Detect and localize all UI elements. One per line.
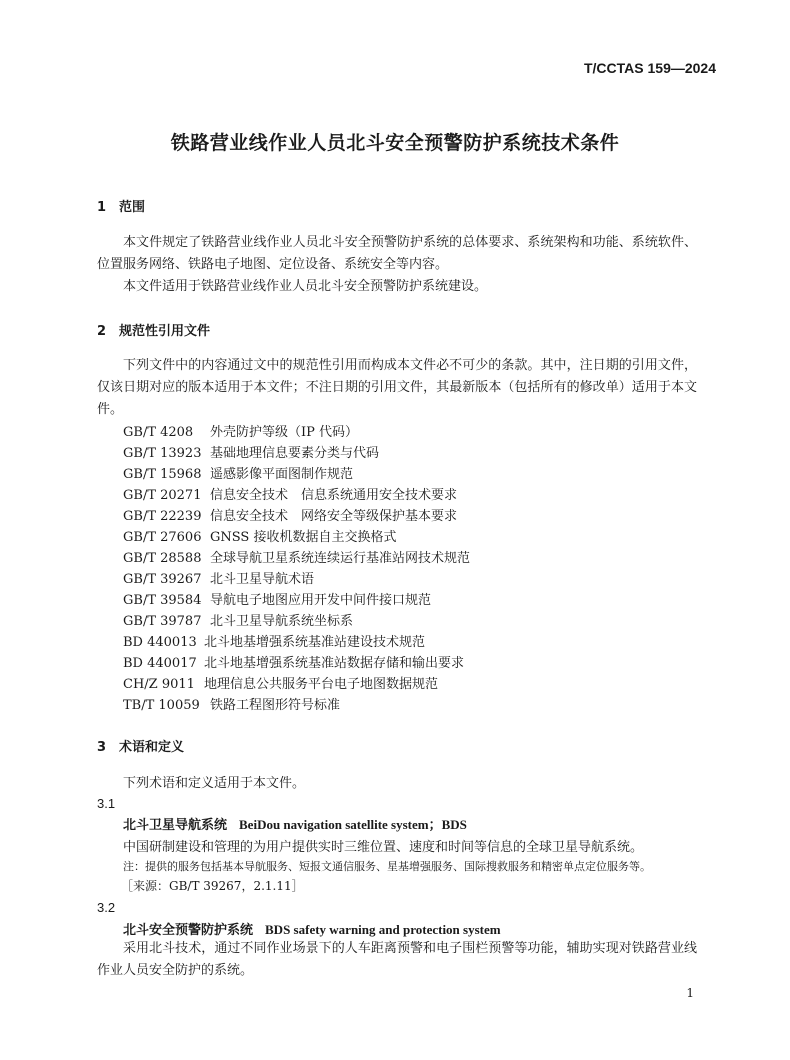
term-name-cn: 北斗安全预警防护系统 — [123, 923, 254, 938]
reference-code: TB/T 10059 — [123, 698, 200, 713]
reference-item — [123, 505, 457, 524]
term-definition: 中国研制建设和管理的为用户提供实时三维位置、速度和时间等信息的全球卫星导航系统。 — [123, 840, 644, 855]
section-3-heading — [97, 736, 184, 755]
reference-item — [123, 421, 358, 440]
term-number: 3.1 — [97, 796, 116, 811]
reference-title: 信息安全技术 信息系统通用安全技术要求 — [210, 488, 458, 503]
references-intro: 下列文件中的内容通过文中的规范性引用而构成本文件必不可少的条款。其中，注日期的引用文件，仅该日期对应的版本适用于本文件；不注日期的引用文件，其最新版本（包括所有的修改单）适用于本文件。 — [97, 358, 697, 417]
reference-title: 北斗地基增强系统基准站建设技术规范 — [204, 635, 426, 650]
reference-code: BD 440017 — [123, 656, 197, 671]
reference-item — [123, 673, 438, 692]
reference-code: GB/T 15968 — [123, 467, 202, 482]
reference-title: 地理信息公共服务平台电子地图数据规范 — [204, 677, 439, 692]
document-title: 铁路营业线作业人员北斗安全预警防护系统技术条件 — [170, 132, 620, 154]
reference-code: CH/Z 9011 — [123, 677, 195, 692]
term-name-en: BDS safety warning and protection system — [265, 922, 501, 937]
scope-paragraph-1: 本文件规定了铁路营业线作业人员北斗安全预警防护系统的总体要求、系统架构和功能、系统软件、位置服务网络、铁路电子地图、定位设备、系统安全等内容。 — [97, 235, 697, 272]
section-number: 3 — [97, 740, 107, 755]
page-number: 1 — [686, 986, 694, 1000]
reference-item — [123, 610, 353, 629]
term-name-en: BeiDou navigation satellite system；BDS — [239, 817, 467, 832]
scope-paragraph-2: 本文件适用于铁路营业线作业人员北斗安全预警防护系统建设。 — [123, 279, 488, 294]
reference-item — [123, 463, 353, 482]
section-2-heading — [97, 320, 210, 339]
section-number: 1 — [97, 200, 107, 215]
reference-code: GB/T 22239 — [123, 509, 202, 524]
reference-item — [123, 442, 379, 461]
term-note — [123, 858, 651, 874]
reference-title: 信息安全技术 网络安全等级保护基本要求 — [210, 509, 458, 524]
reference-title: 全球导航卫星系统连续运行基准站网技术规范 — [210, 551, 471, 566]
reference-code: GB/T 39267 — [123, 572, 202, 587]
section-number: 2 — [97, 324, 107, 339]
reference-title: 遥感影像平面图制作规范 — [210, 467, 354, 482]
standard-code: T/CCTAS 159—2024 — [583, 60, 716, 76]
reference-code: GB/T 13923 — [123, 446, 202, 461]
reference-title: 北斗卫星导航系统坐标系 — [210, 614, 354, 629]
term-source: ［来源：GB/T 39267，2.1.11］ — [121, 879, 304, 893]
reference-code: GB/T 28588 — [123, 551, 202, 566]
section-title: 规范性引用文件 — [119, 324, 211, 339]
section-title: 术语和定义 — [119, 740, 185, 755]
reference-code: GB/T 39584 — [123, 593, 202, 608]
reference-item — [123, 547, 470, 566]
reference-title: 铁路工程图形符号标准 — [210, 698, 341, 713]
reference-code: GB/T 20271 — [123, 488, 202, 503]
reference-item — [123, 631, 425, 650]
reference-item — [123, 568, 314, 587]
reference-item — [123, 694, 340, 713]
term-heading — [123, 919, 501, 938]
reference-title: 北斗卫星导航术语 — [210, 572, 315, 587]
note-label: 注： — [123, 860, 145, 873]
reference-item — [123, 526, 396, 545]
reference-item — [123, 484, 457, 503]
term-number: 3.2 — [97, 900, 116, 915]
section-title: 范围 — [119, 200, 146, 215]
reference-title: GNSS 接收机数据自主交换格式 — [210, 530, 397, 545]
term-name-cn: 北斗卫星导航系统 — [123, 818, 228, 833]
reference-item — [123, 652, 464, 671]
reference-title: 基础地理信息要素分类与代码 — [210, 446, 380, 461]
reference-code: GB/T 39787 — [123, 614, 202, 629]
section-1-heading — [97, 196, 145, 215]
reference-item — [123, 589, 431, 608]
reference-code: BD 440013 — [123, 635, 197, 650]
term-definition: 采用北斗技术，通过不同作业场景下的人车距离预警和电子围栏预警等功能，辅助实现对铁路营业线作业人员安全防护的系统。 — [97, 941, 697, 978]
note-text: 提供的服务包括基本导航服务、短报文通信服务、星基增强服务、国际搜救服务和精密单点定位服务等。 — [145, 860, 651, 873]
terms-intro: 下列术语和定义适用于本文件。 — [123, 776, 306, 791]
term-heading — [123, 814, 467, 833]
reference-title: 外壳防护等级（IP 代码） — [210, 425, 359, 440]
reference-code: GB/T 27606 — [123, 530, 202, 545]
reference-code: GB/T 4208 — [123, 425, 194, 440]
reference-title: 导航电子地图应用开发中间件接口规范 — [210, 593, 432, 608]
reference-title: 北斗地基增强系统基准站数据存储和输出要求 — [204, 656, 465, 671]
